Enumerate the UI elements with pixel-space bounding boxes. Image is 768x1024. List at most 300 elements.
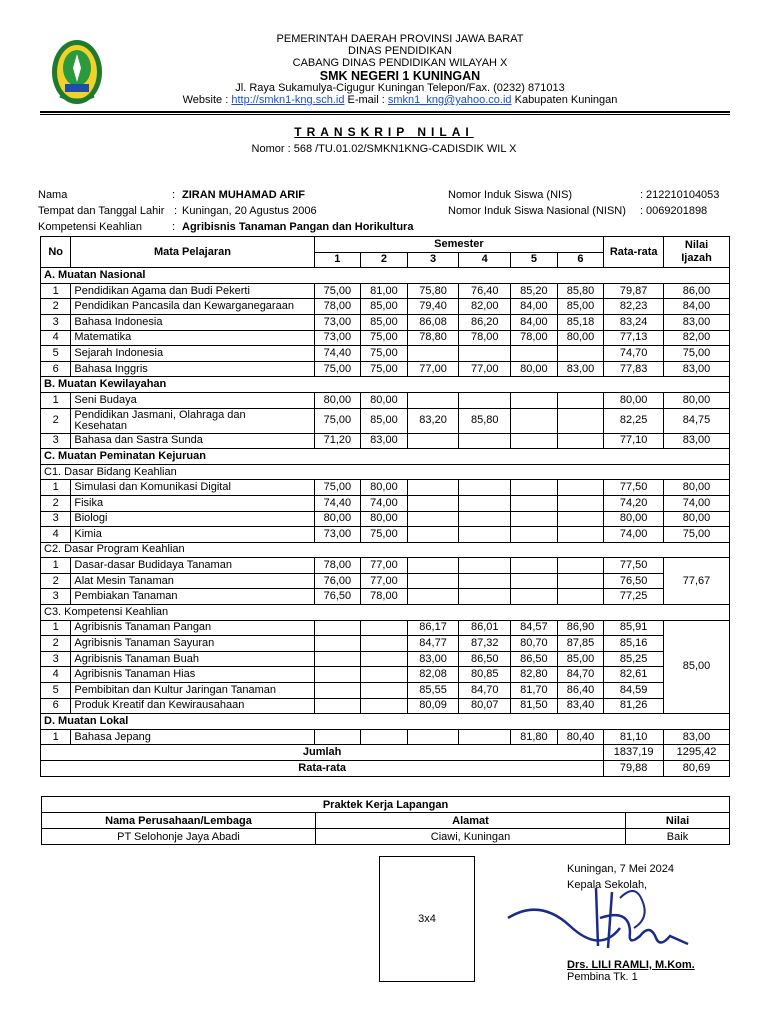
header-ijazah-2: Ijazah <box>681 252 712 265</box>
pkl-header-company: Nama Perusahaan/Lembaga <box>42 813 316 829</box>
ijazah-grade: 80,00 <box>664 480 730 496</box>
semester-6-grade: 85,00 <box>557 651 604 667</box>
semester-1-grade: 75,00 <box>314 361 361 377</box>
jumlah-avg: 1837,19 <box>604 745 664 761</box>
table-row <box>41 558 730 574</box>
semester-1-grade: 74,40 <box>314 495 361 511</box>
ijazah-grade: 86,00 <box>664 283 730 299</box>
pkl-header-grade: Nilai <box>626 813 730 829</box>
semester-3-grade: 82,08 <box>407 667 459 683</box>
semester-3-grade <box>407 527 459 543</box>
header-s6: 6 <box>557 252 604 268</box>
nis-colon: : <box>640 189 644 201</box>
photo-placeholder <box>379 856 475 982</box>
semester-4-grade <box>459 729 511 745</box>
subject-name: Simulasi dan Komunikasi Digital <box>71 480 314 496</box>
kompetensi-label: Kompetensi Keahlian <box>38 221 142 233</box>
row-no: 6 <box>41 361 71 377</box>
semester-4-grade: 85,80 <box>459 408 511 433</box>
subject-name: Dasar-dasar Budidaya Tanaman <box>71 558 314 574</box>
semester-3-grade: 84,77 <box>407 636 459 652</box>
semester-6-grade: 83,00 <box>557 361 604 377</box>
document-title: TRANSKRIP NILAI <box>294 125 474 139</box>
header-line3: CABANG DINAS PENDIDIKAN WILAYAH X <box>292 57 508 69</box>
pkl-table <box>41 796 730 845</box>
average-grade: 76,50 <box>604 573 664 589</box>
subject-name: Biologi <box>71 511 314 527</box>
row-no: 3 <box>41 314 71 330</box>
semester-2-grade <box>361 698 408 714</box>
row-no: 1 <box>41 620 71 636</box>
ijazah-grade: 82,00 <box>664 330 730 346</box>
nis-value: 212210104053 <box>646 189 720 201</box>
school-contact <box>16 95 768 107</box>
semester-2-grade: 85,00 <box>361 299 408 315</box>
table-row <box>41 433 730 449</box>
ijazah-grade: 84,00 <box>664 299 730 315</box>
ijazah-grade: 83,00 <box>664 433 730 449</box>
semester-3-grade: 83,00 <box>407 651 459 667</box>
semester-2-grade: 74,00 <box>361 495 408 511</box>
row-no: 2 <box>41 636 71 652</box>
city-label: Kabupaten Kuningan <box>514 94 618 106</box>
row-no: 6 <box>41 698 71 714</box>
semester-5-grade: 78,00 <box>511 330 558 346</box>
semester-2-grade <box>361 636 408 652</box>
rata-avg: 79,88 <box>604 761 664 777</box>
table-row <box>41 527 730 543</box>
semester-3-grade <box>407 346 459 362</box>
semester-4-grade <box>459 573 511 589</box>
subject-name-line1: Pendidikan Jasmani, Olahraga dan <box>74 408 246 421</box>
subsection-c3: C3. Kompetensi Keahlian <box>41 605 730 621</box>
semester-6-grade <box>557 527 604 543</box>
semester-4-grade <box>459 480 511 496</box>
semester-5-grade: 80,00 <box>511 361 558 377</box>
semester-4-grade: 80,07 <box>459 698 511 714</box>
header-s3: 3 <box>407 252 459 268</box>
semester-5-grade: 86,50 <box>511 651 558 667</box>
semester-5-grade <box>511 495 558 511</box>
semester-2-grade: 80,00 <box>361 480 408 496</box>
header-line2: DINAS PENDIDIKAN <box>348 45 452 57</box>
semester-5-grade: 85,20 <box>511 283 558 299</box>
table-row <box>41 346 730 362</box>
table-row <box>41 361 730 377</box>
average-grade: 74,20 <box>604 495 664 511</box>
semester-1-grade: 73,00 <box>314 527 361 543</box>
subject-name: Fisika <box>71 495 314 511</box>
row-no: 3 <box>41 511 71 527</box>
header-semester: Semester <box>314 237 604 253</box>
subject-name: Pendidikan Agama dan Budi Pekerti <box>71 283 314 299</box>
semester-4-grade <box>459 511 511 527</box>
row-no: 4 <box>41 527 71 543</box>
ijazah-grade: 80,00 <box>664 392 730 408</box>
table-row <box>41 392 730 408</box>
average-grade: 79,87 <box>604 283 664 299</box>
semester-1-grade <box>314 636 361 652</box>
semester-1-grade <box>314 729 361 745</box>
sign-role: Kepala Sekolah, <box>567 879 648 891</box>
ijazah-grade: 83,00 <box>664 729 730 745</box>
signature-scribble <box>500 878 700 958</box>
ijazah-grade: 74,00 <box>664 495 730 511</box>
semester-4-grade <box>459 392 511 408</box>
semester-2-grade <box>361 683 408 699</box>
semester-5-grade <box>511 527 558 543</box>
semester-5-grade <box>511 511 558 527</box>
section-d: D. Muatan Lokal <box>41 714 730 730</box>
semester-4-grade: 84,70 <box>459 683 511 699</box>
semester-1-grade: 71,20 <box>314 433 361 449</box>
header-s4: 4 <box>459 252 511 268</box>
semester-2-grade: 85,00 <box>361 314 408 330</box>
semester-5-grade <box>511 346 558 362</box>
rata-label: Rata-rata <box>41 761 604 777</box>
ttl-label: Tempat dan Tanggal Lahir <box>38 205 165 217</box>
semester-1-grade: 76,50 <box>314 589 361 605</box>
row-no: 4 <box>41 667 71 683</box>
ijazah-grade: 75,00 <box>664 346 730 362</box>
semester-4-grade <box>459 589 511 605</box>
rata-ijazah: 80,69 <box>664 761 730 777</box>
table-row <box>41 620 730 636</box>
header-ijazah <box>664 237 730 268</box>
row-no: 1 <box>41 392 71 408</box>
ttl-value: Kuningan, 20 Agustus 2006 <box>182 205 317 217</box>
semester-5-grade: 81,70 <box>511 683 558 699</box>
subject-name <box>71 408 314 433</box>
semester-1-grade: 78,00 <box>314 299 361 315</box>
average-grade: 82,25 <box>604 408 664 433</box>
semester-5-grade <box>511 573 558 589</box>
email-link[interactable]: smkn1_kng@yahoo.co.id <box>387 94 512 106</box>
semester-5-grade <box>511 589 558 605</box>
row-no: 5 <box>41 683 71 699</box>
section-c: C. Muatan Peminatan Kejuruan <box>41 449 730 465</box>
semester-6-grade <box>557 408 604 433</box>
semester-3-grade <box>407 558 459 574</box>
ijazah-grade: 75,00 <box>664 527 730 543</box>
average-grade: 77,25 <box>604 589 664 605</box>
row-no: 5 <box>41 346 71 362</box>
average-grade: 85,91 <box>604 620 664 636</box>
average-grade: 85,25 <box>604 651 664 667</box>
table-row <box>41 330 730 346</box>
semester-3-grade <box>407 589 459 605</box>
subsection-c1: C1. Dasar Bidang Keahlian <box>41 464 730 480</box>
email-label: E-mail : <box>347 94 385 106</box>
table-row <box>41 683 730 699</box>
row-no: 2 <box>41 495 71 511</box>
semester-1-grade: 73,00 <box>314 314 361 330</box>
row-no: 2 <box>41 299 71 315</box>
semester-6-grade: 80,00 <box>557 330 604 346</box>
table-row <box>41 495 730 511</box>
header-s1: 1 <box>314 252 361 268</box>
pkl-address: Ciawi, Kuningan <box>316 829 626 845</box>
semester-1-grade: 75,00 <box>314 480 361 496</box>
semester-1-grade: 76,00 <box>314 573 361 589</box>
row-no: 2 <box>41 573 71 589</box>
ttl-colon: : <box>174 205 178 217</box>
subject-name: Sejarah Indonesia <box>71 346 314 362</box>
school-address: Jl. Raya Sukamulya-Cigugur Kuningan Telepon/Fax. (0232) 871013 <box>235 82 565 94</box>
average-grade: 77,50 <box>604 558 664 574</box>
subject-name: Matematika <box>71 330 314 346</box>
ijazah-grade: 80,00 <box>664 511 730 527</box>
table-row <box>41 283 730 299</box>
semester-3-grade <box>407 480 459 496</box>
nama-value: ZIRAN MUHAMAD ARIF <box>182 189 306 201</box>
row-no: 3 <box>41 433 71 449</box>
semester-2-grade <box>361 729 408 745</box>
semester-4-grade: 78,00 <box>459 330 511 346</box>
semester-1-grade: 75,00 <box>314 408 361 433</box>
semester-3-grade: 78,80 <box>407 330 459 346</box>
average-grade: 77,83 <box>604 361 664 377</box>
semester-4-grade <box>459 346 511 362</box>
subject-name: Agribisnis Tanaman Hias <box>71 667 314 683</box>
semester-1-grade <box>314 683 361 699</box>
subject-name: Pembiakan Tanaman <box>71 589 314 605</box>
average-grade: 80,00 <box>604 392 664 408</box>
semester-6-grade <box>557 392 604 408</box>
section-b: B. Muatan Kewilayahan <box>41 377 730 393</box>
semester-6-grade: 86,40 <box>557 683 604 699</box>
table-row <box>41 314 730 330</box>
semester-2-grade: 75,00 <box>361 527 408 543</box>
subsection-c2: C2. Dasar Program Keahlian <box>41 542 730 558</box>
semester-3-grade: 77,00 <box>407 361 459 377</box>
table-row <box>41 667 730 683</box>
header-no: No <box>41 237 71 268</box>
average-grade: 82,61 <box>604 667 664 683</box>
sign-rank: Pembina Tk. 1 <box>567 971 638 983</box>
header-s2: 2 <box>361 252 408 268</box>
semester-2-grade: 77,00 <box>361 558 408 574</box>
semester-2-grade: 83,00 <box>361 433 408 449</box>
semester-2-grade: 78,00 <box>361 589 408 605</box>
subject-name: Bahasa Jepang <box>71 729 314 745</box>
average-grade: 82,23 <box>604 299 664 315</box>
subject-name: Seni Budaya <box>71 392 314 408</box>
pkl-header-address: Alamat <box>316 813 626 829</box>
row-no: 1 <box>41 729 71 745</box>
semester-3-grade <box>407 495 459 511</box>
nisn-value: 0069201898 <box>646 205 708 217</box>
semester-2-grade: 80,00 <box>361 392 408 408</box>
row-no: 1 <box>41 558 71 574</box>
nisn-colon: : <box>640 205 644 217</box>
subject-name: Bahasa Indonesia <box>71 314 314 330</box>
semester-2-grade: 80,00 <box>361 511 408 527</box>
semester-3-grade: 83,20 <box>407 408 459 433</box>
nama-colon: : <box>172 189 176 201</box>
semester-6-grade <box>557 589 604 605</box>
semester-3-grade <box>407 392 459 408</box>
semester-3-grade: 85,55 <box>407 683 459 699</box>
header-divider <box>40 111 730 115</box>
semester-3-grade: 75,80 <box>407 283 459 299</box>
semester-4-grade: 76,40 <box>459 283 511 299</box>
semester-4-grade <box>459 558 511 574</box>
website-link[interactable]: http://smkn1-kng.sch.id <box>231 94 345 106</box>
nisn-label: Nomor Induk Siswa Nasional (NISN) <box>448 205 626 217</box>
ijazah-grade: 83,00 <box>664 361 730 377</box>
header-s5: 5 <box>511 252 558 268</box>
row-no: 2 <box>41 408 71 433</box>
semester-5-grade: 80,70 <box>511 636 558 652</box>
semester-2-grade: 75,00 <box>361 346 408 362</box>
average-grade: 77,10 <box>604 433 664 449</box>
semester-5-grade: 81,50 <box>511 698 558 714</box>
semester-5-grade: 84,57 <box>511 620 558 636</box>
semester-2-grade: 75,00 <box>361 330 408 346</box>
sign-place-date: Kuningan, 7 Mei 2024 <box>567 863 675 875</box>
pkl-title: Praktek Kerja Lapangan <box>42 797 730 813</box>
table-row <box>41 729 730 745</box>
average-grade: 81,10 <box>604 729 664 745</box>
semester-6-grade: 85,18 <box>557 314 604 330</box>
table-row <box>41 573 730 589</box>
kompetensi-value: Agribisnis Tanaman Pangan dan Horikultura <box>182 221 414 233</box>
semester-1-grade <box>314 667 361 683</box>
document-number: Nomor : 568 /TU.01.02/SMKN1KNG-CADISDIK WIL X <box>251 143 517 155</box>
table-row <box>41 299 730 315</box>
pkl-grade: Baik <box>626 829 730 845</box>
semester-3-grade: 80,09 <box>407 698 459 714</box>
header-line1: PEMERINTAH DAERAH PROVINSI JAWA BARAT <box>276 33 524 45</box>
semester-5-grade <box>511 433 558 449</box>
table-row <box>41 511 730 527</box>
semester-3-grade <box>407 729 459 745</box>
semester-6-grade: 85,00 <box>557 299 604 315</box>
average-grade: 85,16 <box>604 636 664 652</box>
semester-5-grade: 84,00 <box>511 314 558 330</box>
table-row <box>41 698 730 714</box>
average-grade: 77,13 <box>604 330 664 346</box>
semester-5-grade <box>511 392 558 408</box>
photo-label: 3x4 <box>418 913 436 925</box>
semester-4-grade: 77,00 <box>459 361 511 377</box>
semester-6-grade <box>557 433 604 449</box>
kompetensi-colon: : <box>172 221 176 233</box>
semester-6-grade: 84,70 <box>557 667 604 683</box>
subject-name: Alat Mesin Tanaman <box>71 573 314 589</box>
subject-name: Bahasa dan Sastra Sunda <box>71 433 314 449</box>
semester-3-grade <box>407 511 459 527</box>
semester-6-grade <box>557 511 604 527</box>
semester-4-grade <box>459 433 511 449</box>
average-grade: 80,00 <box>604 511 664 527</box>
row-no: 3 <box>41 589 71 605</box>
average-grade: 74,00 <box>604 527 664 543</box>
semester-5-grade: 81,80 <box>511 729 558 745</box>
semester-1-grade <box>314 620 361 636</box>
subject-name: Pembibitan dan Kultur Jaringan Tanaman <box>71 683 314 699</box>
subject-name: Pendidikan Pancasila dan Kewarganegaraan <box>71 299 314 315</box>
semester-1-grade: 73,00 <box>314 330 361 346</box>
semester-1-grade: 80,00 <box>314 511 361 527</box>
table-row <box>41 636 730 652</box>
nis-label: Nomor Induk Siswa (NIS) <box>448 189 573 201</box>
semester-4-grade <box>459 495 511 511</box>
ijazah-grade: 84,75 <box>664 408 730 433</box>
subject-name: Bahasa Inggris <box>71 361 314 377</box>
semester-4-grade: 86,20 <box>459 314 511 330</box>
semester-2-grade <box>361 620 408 636</box>
semester-2-grade: 81,00 <box>361 283 408 299</box>
semester-6-grade <box>557 480 604 496</box>
grades-table <box>40 236 730 777</box>
semester-1-grade: 80,00 <box>314 392 361 408</box>
semester-5-grade <box>511 558 558 574</box>
semester-6-grade: 83,40 <box>557 698 604 714</box>
school-name: SMK NEGERI 1 KUNINGAN <box>319 69 481 83</box>
semester-6-grade: 86,90 <box>557 620 604 636</box>
semester-3-grade: 86,17 <box>407 620 459 636</box>
semester-4-grade: 80,85 <box>459 667 511 683</box>
semester-5-grade: 84,00 <box>511 299 558 315</box>
average-grade: 84,59 <box>604 683 664 699</box>
semester-6-grade <box>557 558 604 574</box>
ijazah-grade: 77,67 <box>664 558 730 605</box>
ijazah-grade: 83,00 <box>664 314 730 330</box>
subject-name: Agribisnis Tanaman Buah <box>71 651 314 667</box>
subject-name: Agribisnis Tanaman Sayuran <box>71 636 314 652</box>
nama-label: Nama <box>38 189 68 201</box>
semester-2-grade <box>361 651 408 667</box>
ijazah-grade: 85,00 <box>664 620 730 714</box>
header-ijazah-1: Nilai <box>684 239 709 252</box>
jumlah-ijazah: 1295,42 <box>664 745 730 761</box>
table-row <box>41 589 730 605</box>
average-grade: 81,26 <box>604 698 664 714</box>
semester-2-grade: 77,00 <box>361 573 408 589</box>
semester-6-grade: 85,80 <box>557 283 604 299</box>
semester-1-grade: 78,00 <box>314 558 361 574</box>
header-mapel: Mata Pelajaran <box>71 237 314 268</box>
semester-5-grade <box>511 480 558 496</box>
website-label: Website : <box>182 94 229 106</box>
average-grade: 77,50 <box>604 480 664 496</box>
semester-3-grade <box>407 573 459 589</box>
row-no: 1 <box>41 283 71 299</box>
semester-2-grade: 85,00 <box>361 408 408 433</box>
semester-4-grade: 86,01 <box>459 620 511 636</box>
average-grade: 74,70 <box>604 346 664 362</box>
semester-1-grade <box>314 698 361 714</box>
sign-name: Drs. LILI RAMLI, M.Kom. <box>567 959 695 971</box>
pkl-company: PT Selohonje Jaya Abadi <box>42 829 316 845</box>
semester-5-grade: 82,80 <box>511 667 558 683</box>
semester-4-grade: 86,50 <box>459 651 511 667</box>
table-row <box>41 651 730 667</box>
subject-name: Agribisnis Tanaman Pangan <box>71 620 314 636</box>
semester-3-grade: 86,08 <box>407 314 459 330</box>
semester-4-grade: 82,00 <box>459 299 511 315</box>
semester-1-grade: 74,40 <box>314 346 361 362</box>
semester-6-grade: 87,85 <box>557 636 604 652</box>
subject-name: Produk Kreatif dan Kewirausahaan <box>71 698 314 714</box>
semester-1-grade <box>314 651 361 667</box>
section-a: A. Muatan Nasional <box>41 268 730 284</box>
semester-6-grade <box>557 573 604 589</box>
semester-2-grade <box>361 667 408 683</box>
semester-4-grade: 87,32 <box>459 636 511 652</box>
